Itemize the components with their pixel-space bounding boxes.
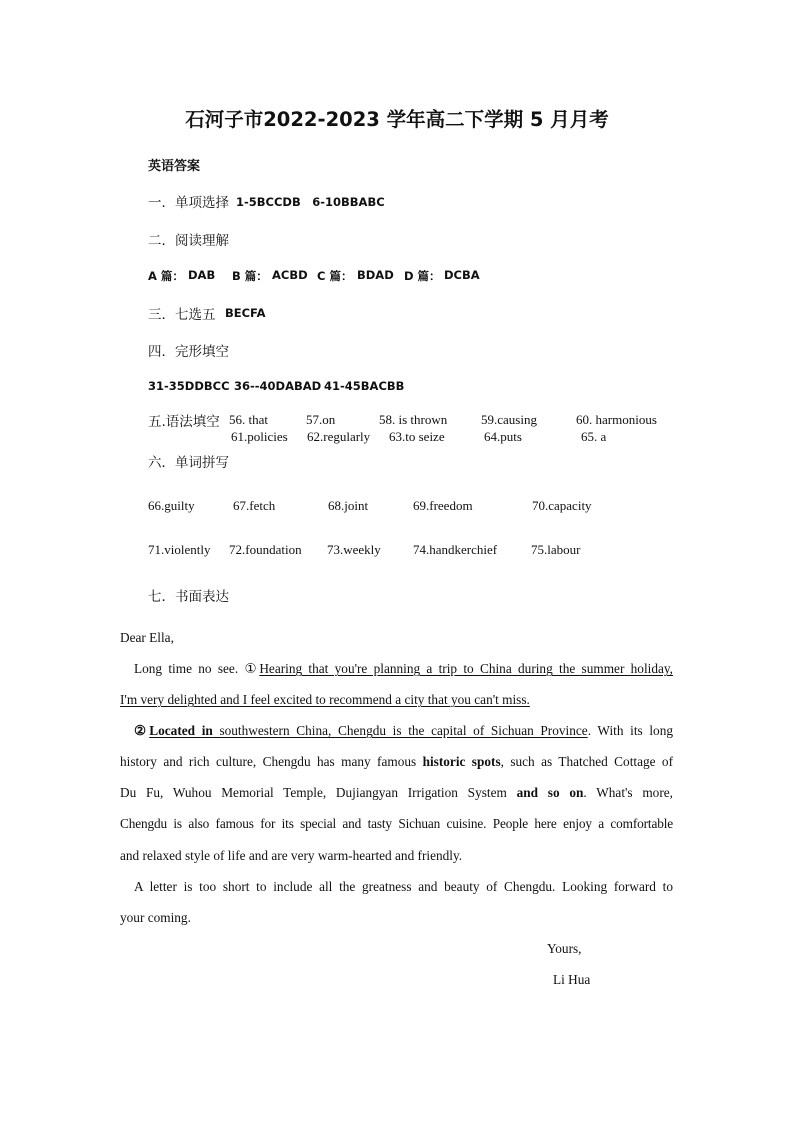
- letter-p3-line2: your coming.: [120, 910, 191, 925]
- letter-p2-line3: [120, 777, 673, 808]
- answer-66: 66.guilty: [148, 498, 195, 513]
- section-5-label: 五.语法填空: [148, 414, 220, 430]
- answer-60: 60. harmonious: [576, 412, 657, 427]
- answer-56: 56. that: [229, 412, 268, 427]
- marker-1: ①: [244, 661, 260, 676]
- p1-underlined-1: Hearing that you're planning a trip to China during the summer holiday,: [259, 661, 674, 676]
- letter-greeting: Dear Ella,: [120, 630, 174, 645]
- p2-text-2b: , such as Thatched Cottage of: [500, 754, 673, 769]
- p2-underlined: southwestern China, Chengdu is the capital of Sichuan Province: [212, 723, 588, 738]
- answer-58: 58. is thrown: [379, 412, 448, 427]
- answer-74: 74.handkerchief: [413, 542, 498, 557]
- section-4-answers-2: 36--40DABAD: [234, 379, 322, 393]
- section-1-answers: 1-5BCCDB 6-10BBABC: [236, 195, 385, 209]
- and-so-on: and so on: [516, 785, 584, 800]
- answer-62: 62.regularly: [307, 429, 371, 444]
- marker-2: ②: [134, 723, 150, 738]
- letter-p2-line5: and relaxed style of life and are very warm-hearted and friendly.: [120, 848, 463, 863]
- answer-68: 68.joint: [328, 498, 369, 513]
- letter-signature: Li Hua: [553, 972, 591, 987]
- p2-text-1: . With its long: [587, 723, 673, 738]
- section-4-answers-3: 41-45BACBB: [324, 379, 405, 393]
- located-in: Located in: [149, 723, 213, 738]
- answer-67: 67.fetch: [233, 498, 276, 513]
- page-title: 石河子市2022-2023 学年高二下学期 5 月月考: [185, 108, 609, 131]
- p2-text-2a: history and rich culture, Chengdu has many famous: [120, 754, 423, 769]
- letter-p2-line4: Chengdu is also famous for its special and tasty Sichuan cuisine. People here enjoy a comfortable: [120, 816, 673, 831]
- p2-text-3b: . What's more,: [583, 785, 673, 800]
- answer-65: 65. a: [581, 429, 607, 444]
- reading-b-label: B 篇：: [232, 269, 268, 283]
- letter-p2-line2: [120, 746, 673, 777]
- letter-p3-line1: A letter is too short to include all the greatness and beauty of Chengdu. Looking forward to: [134, 879, 673, 894]
- reading-b-answer: ACBD: [272, 268, 308, 282]
- answer-73: 73.weekly: [327, 542, 381, 557]
- subtitle: 英语答案: [148, 159, 201, 174]
- section-3-answers: BECFA: [225, 306, 266, 320]
- letter-p2-line1: [134, 715, 673, 746]
- p1-underlined-2: I'm very delighted and I feel excited to recommend a city that you can't miss.: [120, 692, 530, 707]
- reading-d-answer: DCBA: [444, 268, 480, 282]
- answer-59: 59.causing: [481, 412, 537, 427]
- section-1-label: 一．单项选择: [148, 195, 229, 211]
- p1-text: Long time no see.: [134, 661, 245, 676]
- reading-a-answer: DAB: [188, 268, 216, 282]
- section-4-label: 四．完形填空: [148, 344, 229, 360]
- p2-text-3a: Du Fu, Wuhou Memorial Temple, Dujiangyan Irrigation System: [120, 785, 517, 800]
- answer-64: 64.puts: [484, 429, 522, 444]
- section-2-label: 二．阅读理解: [148, 233, 229, 249]
- answer-61: 61.policies: [231, 429, 288, 444]
- section-7-label: 七．书面表达: [148, 589, 229, 605]
- answer-70: 70.capacity: [532, 498, 592, 513]
- reading-d-label: D 篇：: [404, 269, 441, 283]
- letter-p1-line2: [120, 684, 530, 715]
- answer-69: 69.freedom: [413, 498, 473, 513]
- answer-72: 72.foundation: [229, 542, 302, 557]
- answer-75: 75.labour: [531, 542, 581, 557]
- section-4-answers-1: 31-35DDBCC: [148, 379, 230, 393]
- answer-63: 63.to seize: [389, 429, 445, 444]
- reading-a-label: A 篇：: [148, 269, 184, 283]
- section-3-label: 三．七选五: [148, 307, 216, 323]
- answer-71: 71.violently: [148, 542, 211, 557]
- historic-spots: historic spots: [422, 754, 501, 769]
- letter-closing: Yours,: [547, 941, 582, 956]
- letter-p1-line1: [134, 653, 673, 684]
- reading-c-answer: BDAD: [357, 268, 394, 282]
- section-6-label: 六．单词拼写: [148, 455, 229, 471]
- answer-57: 57.on: [306, 412, 336, 427]
- reading-c-label: C 篇：: [317, 269, 353, 283]
